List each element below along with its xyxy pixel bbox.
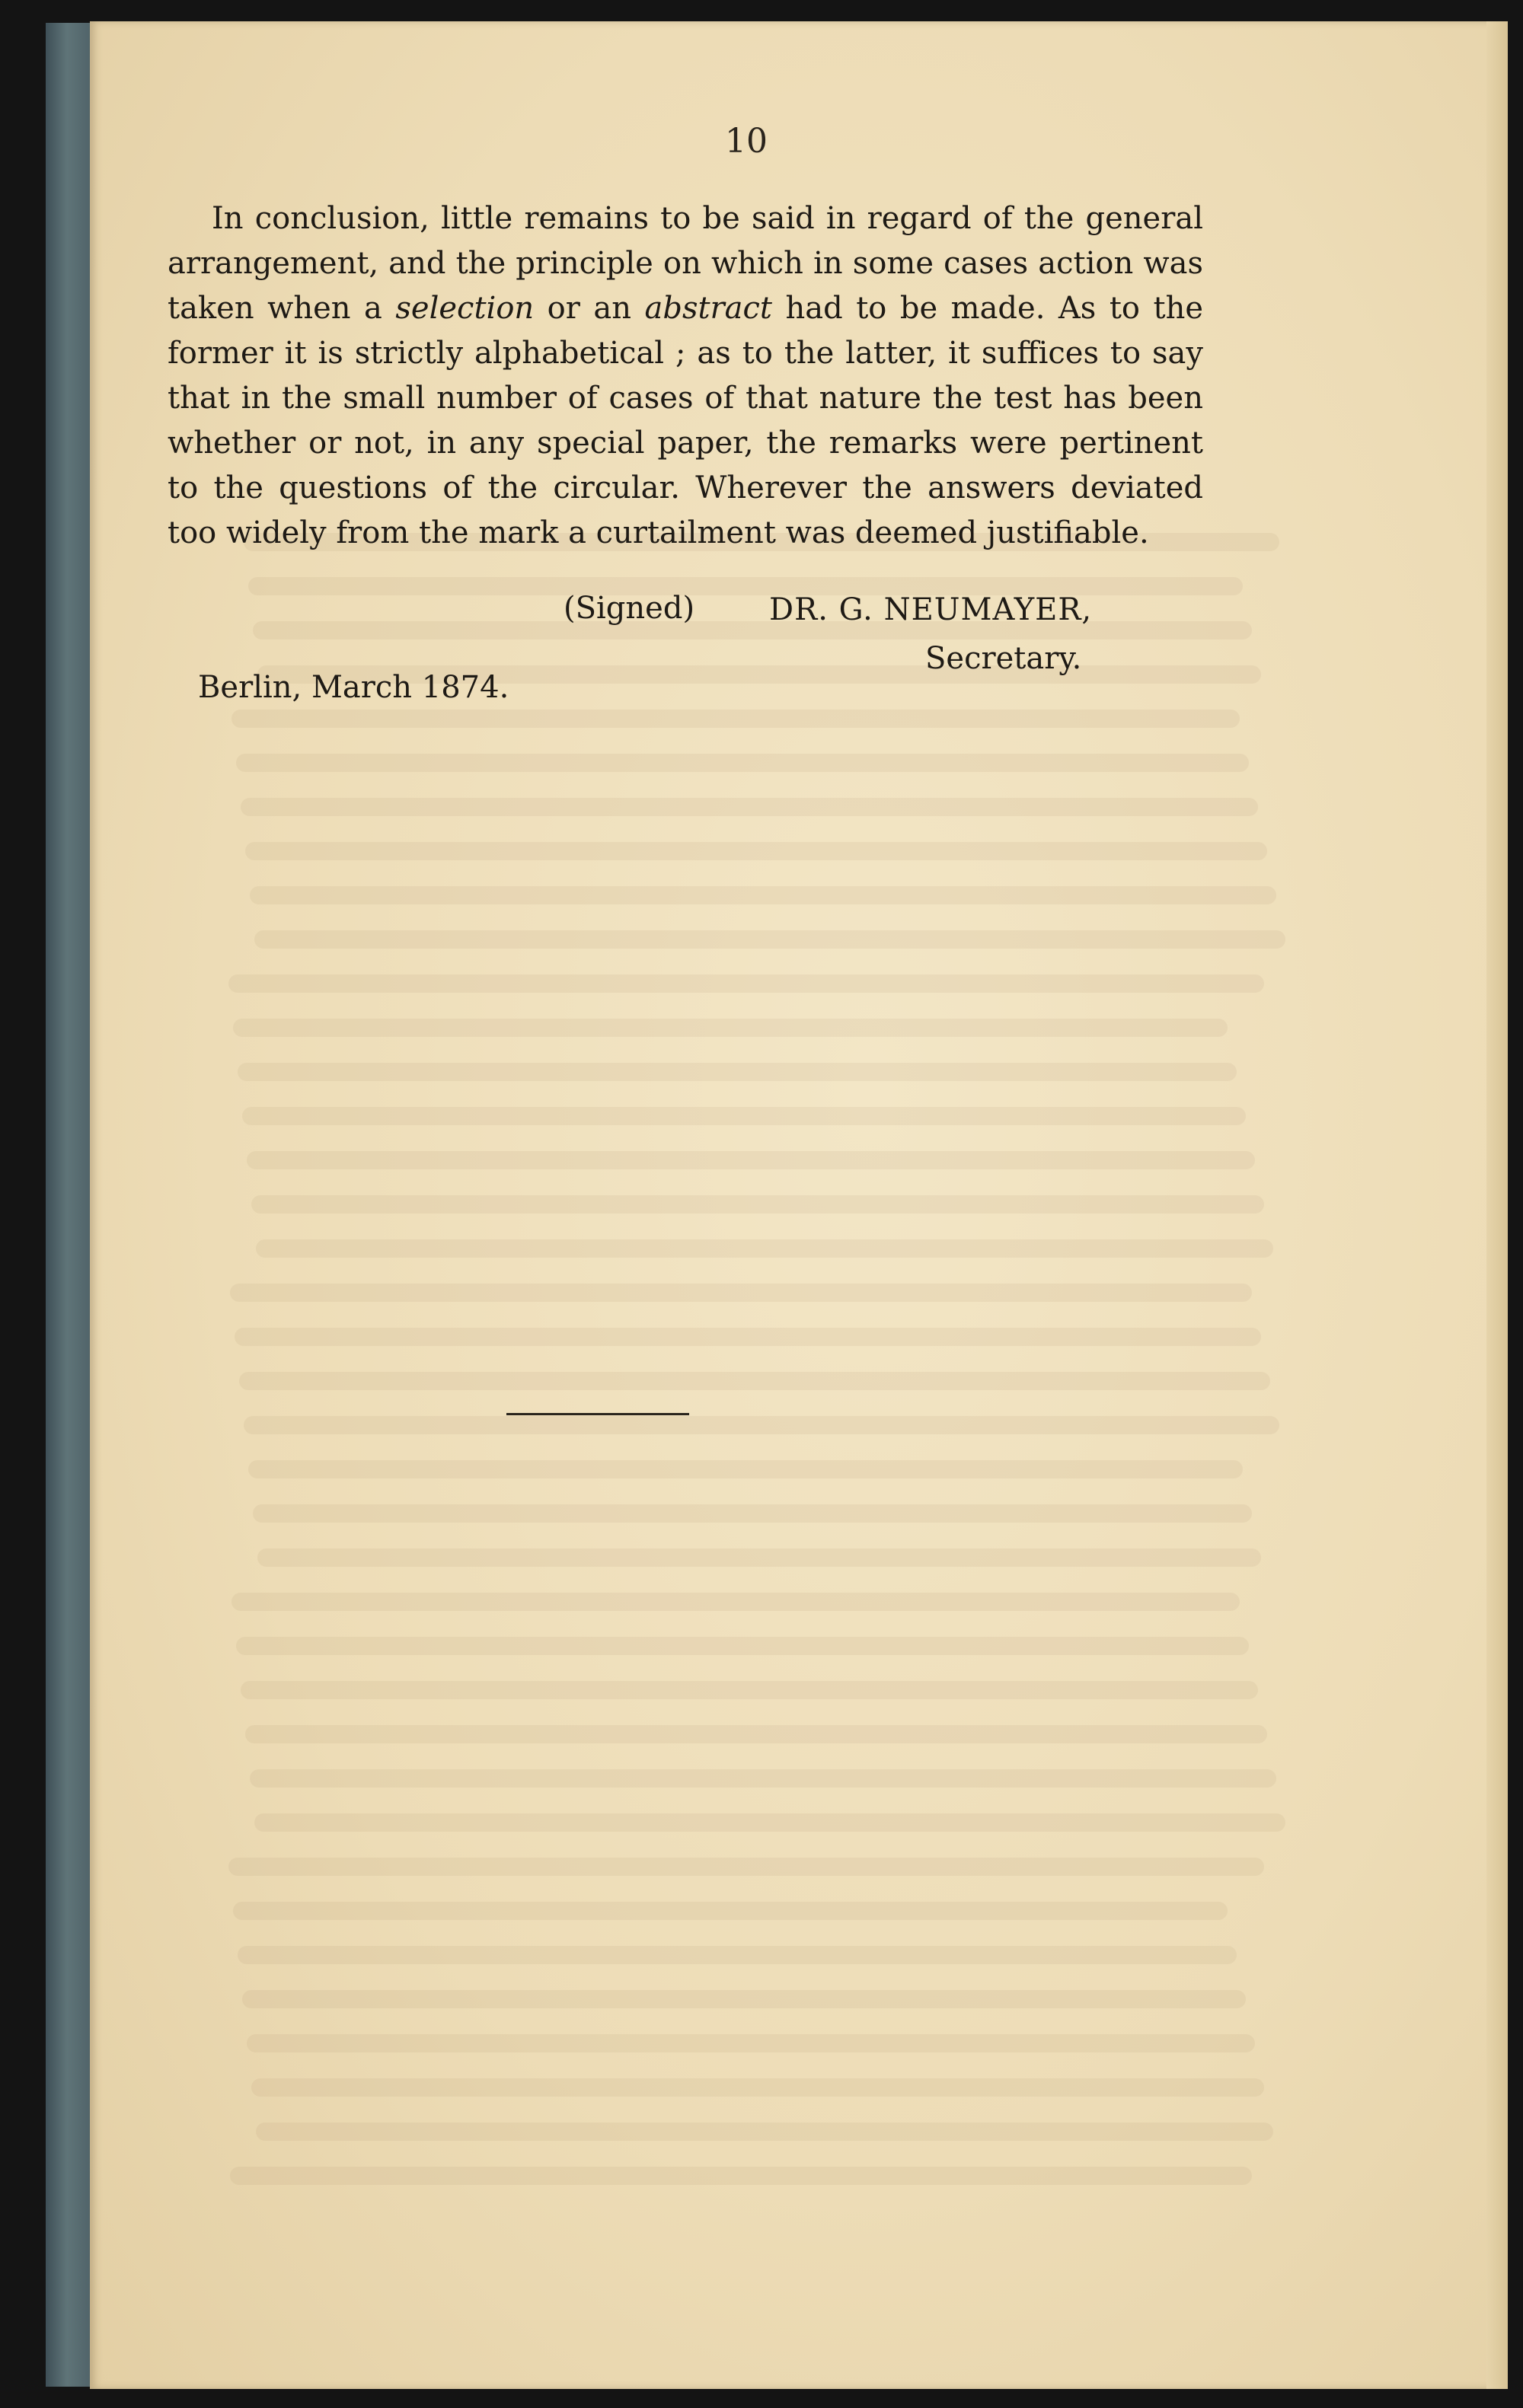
show-through-line bbox=[241, 1681, 1258, 1699]
show-through-line bbox=[235, 1328, 1261, 1346]
show-through-line bbox=[257, 1548, 1261, 1567]
signer-title: Secretary. bbox=[925, 641, 1082, 676]
show-through-line bbox=[250, 1769, 1276, 1788]
selection-word: selection bbox=[395, 291, 535, 326]
signer-name: DR. G. NEUMAYER, bbox=[769, 592, 1093, 627]
show-through-line bbox=[248, 1460, 1243, 1478]
page-edge bbox=[1486, 21, 1508, 2389]
show-through-line bbox=[256, 2123, 1273, 2141]
show-through-line bbox=[242, 1107, 1246, 1125]
show-through-line bbox=[239, 1372, 1270, 1390]
show-through-line bbox=[245, 842, 1267, 860]
signed-label: (Signed) bbox=[564, 591, 695, 626]
section-divider bbox=[506, 1413, 689, 1415]
show-through-line bbox=[242, 1990, 1246, 2008]
abstract-word: abstract bbox=[644, 291, 772, 326]
show-through-line bbox=[250, 886, 1276, 904]
paragraph-text-3: had to be made. As to the former it is strictly alphabetical ; as to the latter, it suffices to say that in the small number of cases of that nature the test has been whether or not, in any special paper, the remarks were pertinent to the questions of the circular. Wherever the answers deviated too widely from the mark a curtailment was deemed justifiable. bbox=[168, 291, 1204, 550]
show-through-line bbox=[254, 930, 1285, 949]
body-paragraph bbox=[168, 196, 1203, 556]
show-through-line bbox=[251, 2078, 1264, 2097]
place-date: Berlin, March 1874. bbox=[198, 670, 509, 705]
show-through-line bbox=[230, 2167, 1252, 2185]
show-through-line bbox=[236, 1637, 1249, 1655]
show-through-line bbox=[251, 1195, 1264, 1214]
show-through-line bbox=[253, 621, 1252, 639]
show-through-line bbox=[233, 1902, 1228, 1920]
show-through-line bbox=[228, 974, 1264, 993]
show-through-line bbox=[245, 1725, 1267, 1743]
page-number: 10 bbox=[725, 122, 768, 161]
paragraph-text-1: In conclusion, little remains to be said in regard of the general arrangement, and the principle on which in some cases action was taken when a bbox=[168, 201, 1203, 326]
show-through-line bbox=[230, 1284, 1252, 1302]
show-through-line bbox=[228, 1858, 1264, 1876]
show-through-line bbox=[247, 2034, 1255, 2052]
show-through-line bbox=[238, 1946, 1237, 1964]
show-through-line bbox=[238, 1063, 1237, 1081]
book-spine bbox=[46, 23, 93, 2387]
show-through-line bbox=[231, 710, 1240, 728]
paragraph-text-2: or an bbox=[534, 291, 645, 326]
show-through-line bbox=[241, 798, 1258, 816]
show-through-line bbox=[247, 1151, 1255, 1169]
show-through-line bbox=[256, 1239, 1273, 1258]
show-through-line bbox=[236, 754, 1249, 772]
show-through-line bbox=[254, 1813, 1285, 1832]
show-through-line bbox=[231, 1593, 1240, 1611]
show-through-line bbox=[233, 1019, 1228, 1037]
show-through-line bbox=[253, 1504, 1252, 1523]
show-through-line bbox=[248, 577, 1243, 595]
show-through-line bbox=[244, 1416, 1279, 1434]
